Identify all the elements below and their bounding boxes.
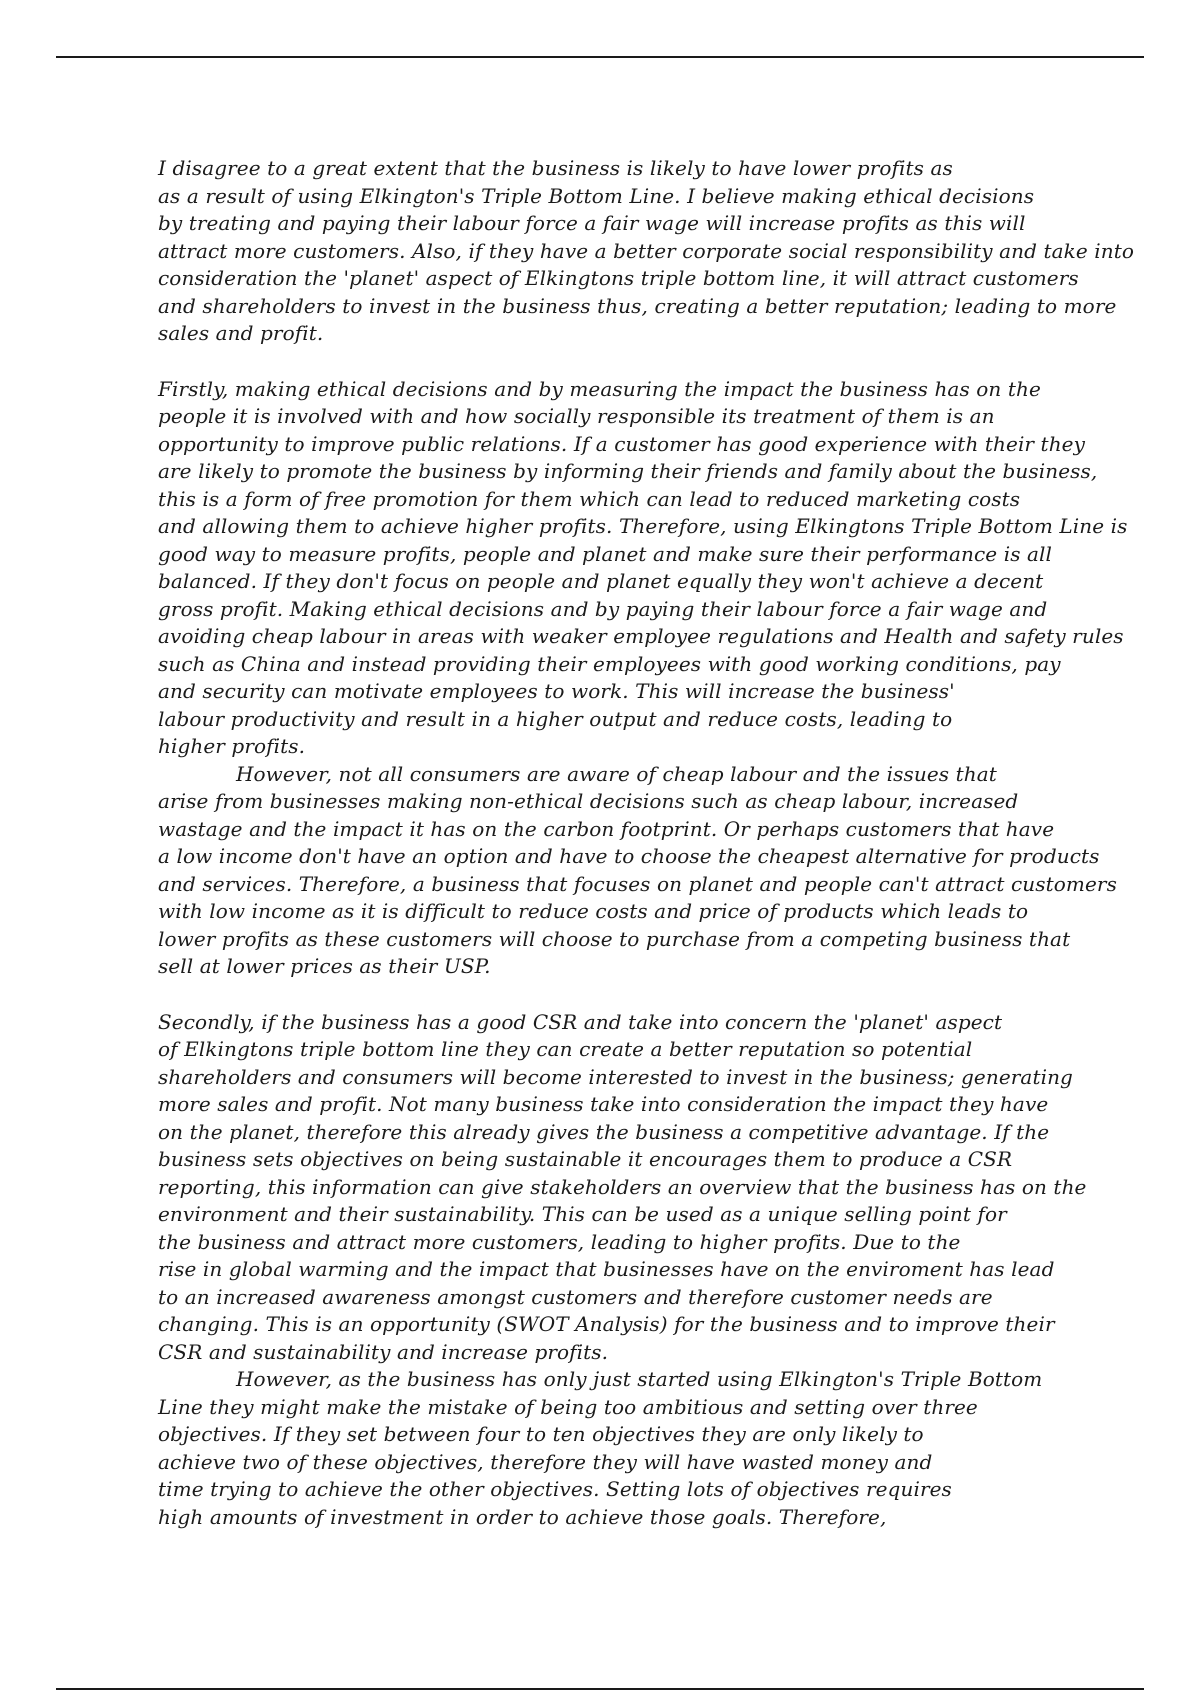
handwritten-essay xyxy=(158,155,1138,1531)
text-line: a low income don't have an option and have to choose the cheapest alternative for products xyxy=(158,844,1100,868)
text-line: high amounts of investment in order to achieve those goals. Therefore, xyxy=(158,1504,887,1529)
top-rule xyxy=(56,56,1144,58)
bottom-rule xyxy=(56,1688,1144,1690)
text-line: reporting, this information can give stakeholders an overview that the business has on the xyxy=(158,1174,1087,1199)
text-line: However, not all consumers are aware of cheap labour and the issues that xyxy=(236,761,997,786)
text-line: time trying to achieve the other objectives. Setting lots of objectives requires xyxy=(158,1477,952,1501)
text-line: changing. This is an opportunity (SWOT Analysis) for the business and to improve their xyxy=(158,1312,1055,1336)
text-line: and shareholders to invest in the business thus, creating a better reputation; leading to more xyxy=(158,293,1117,318)
text-line: I disagree to a great extent that the business is likely to have lower profits as xyxy=(158,156,953,180)
text-line: sell at lower prices as their USP. xyxy=(158,954,491,978)
essay-paragraph-firstly xyxy=(158,376,1138,761)
text-line: attract more customers. Also, if they have a better corporate social responsibility and take into xyxy=(158,238,1135,263)
text-line: shareholders and consumers will become interested to invest in the business; generating xyxy=(158,1064,1073,1089)
text-line: consideration the 'planet' aspect of Elkingtons triple bottom line, it will attract customers xyxy=(158,266,1079,290)
text-line: rise in global warming and the impact that businesses have on the enviroment has lead xyxy=(158,1257,1055,1281)
text-line: the business and attract more customers, leading to higher profits. Due to the xyxy=(158,1229,961,1254)
text-line: However, as the business has only just started using Elkington's Triple Bottom xyxy=(236,1367,1043,1391)
text-line: are likely to promote the business by informing their friends and family about the business, xyxy=(158,459,1098,483)
text-line: people it is involved with and how socially responsible its treatment of them is an xyxy=(158,404,995,428)
paragraph-gap xyxy=(158,981,1138,1009)
text-line: business sets objectives on being sustainable it encourages them to produce a CSR xyxy=(158,1147,1013,1171)
text-line: avoiding cheap labour in areas with weaker employee regulations and Health and safety rules xyxy=(158,624,1124,648)
text-line: to an increased awareness amongst customers and therefore customer needs are xyxy=(158,1284,993,1309)
text-line: by treating and paying their labour force a fair wage will increase profits as this will xyxy=(158,211,1026,235)
paragraph-gap xyxy=(158,348,1138,376)
text-line: on the planet, therefore this already gives the business a competitive advantage. If the xyxy=(158,1119,1050,1144)
text-line: with low income as it is difficult to reduce costs and price of products which leads to xyxy=(158,899,1029,923)
essay-paragraph-counterpoint-2 xyxy=(158,1366,1138,1531)
text-line: such as China and instead providing their employees with good working conditions, pay xyxy=(158,651,1061,676)
text-line: of Elkingtons triple bottom line they can create a better reputation so potential xyxy=(158,1037,973,1061)
text-line: this is a form of free promotion for them which can lead to reduced marketing costs xyxy=(158,486,1021,511)
text-line: objectives. If they set between four to ten objectives they are only likely to xyxy=(158,1422,924,1446)
text-line: Firstly, making ethical decisions and by measuring the impact the business has on the xyxy=(158,376,1041,401)
text-line: gross profit. Making ethical decisions and by paying their labour force a fair wage and xyxy=(158,596,1048,621)
text-line: more sales and profit. Not many business take into consideration the impact they have xyxy=(158,1092,1049,1116)
text-line: labour productivity and result in a higher output and reduce costs, leading to xyxy=(158,706,953,731)
text-line: and allowing them to achieve higher profits. Therefore, using Elkingtons Triple Bottom Line is xyxy=(158,514,1128,538)
text-line: good way to measure profits, people and planet and make sure their performance is all xyxy=(158,541,1053,566)
text-line: Line they might make the mistake of being too ambitious and setting over three xyxy=(158,1394,978,1419)
text-line: Secondly, if the business has a good CSR and take into concern the 'planet' aspect xyxy=(158,1009,1003,1034)
text-line: environment and their sustainability. This can be used as a unique selling point for xyxy=(158,1202,1007,1226)
text-line: as a result of using Elkington's Triple Bottom Line. I believe making ethical decisions xyxy=(158,183,1035,208)
text-line: wastage and the impact it has on the carbon footprint. Or perhaps customers that have xyxy=(158,816,1055,841)
essay-paragraph-counterpoint-1 xyxy=(158,761,1138,981)
essay-paragraph-secondly xyxy=(158,1009,1138,1367)
text-line: achieve two of these objectives, therefore they will have wasted money and xyxy=(158,1449,933,1474)
text-line: CSR and sustainability and increase profits. xyxy=(158,1339,609,1364)
text-line: balanced. If they don't focus on people and planet equally they won't achieve a decent xyxy=(158,569,1044,593)
text-line: opportunity to improve public relations. If a customer has good experience with their they xyxy=(158,431,1086,456)
text-line: lower profits as these customers will choose to purchase from a competing business that xyxy=(158,926,1071,951)
text-line: sales and profit. xyxy=(158,321,324,345)
essay-paragraph-intro xyxy=(158,155,1138,348)
text-line: and security can motivate employees to work. This will increase the business' xyxy=(158,679,955,703)
text-line: and services. Therefore, a business that focuses on planet and people can't attract customers xyxy=(158,871,1117,896)
text-line: arise from businesses making non-ethical decisions such as cheap labour, increased xyxy=(158,789,1019,813)
text-line: higher profits. xyxy=(158,734,306,758)
